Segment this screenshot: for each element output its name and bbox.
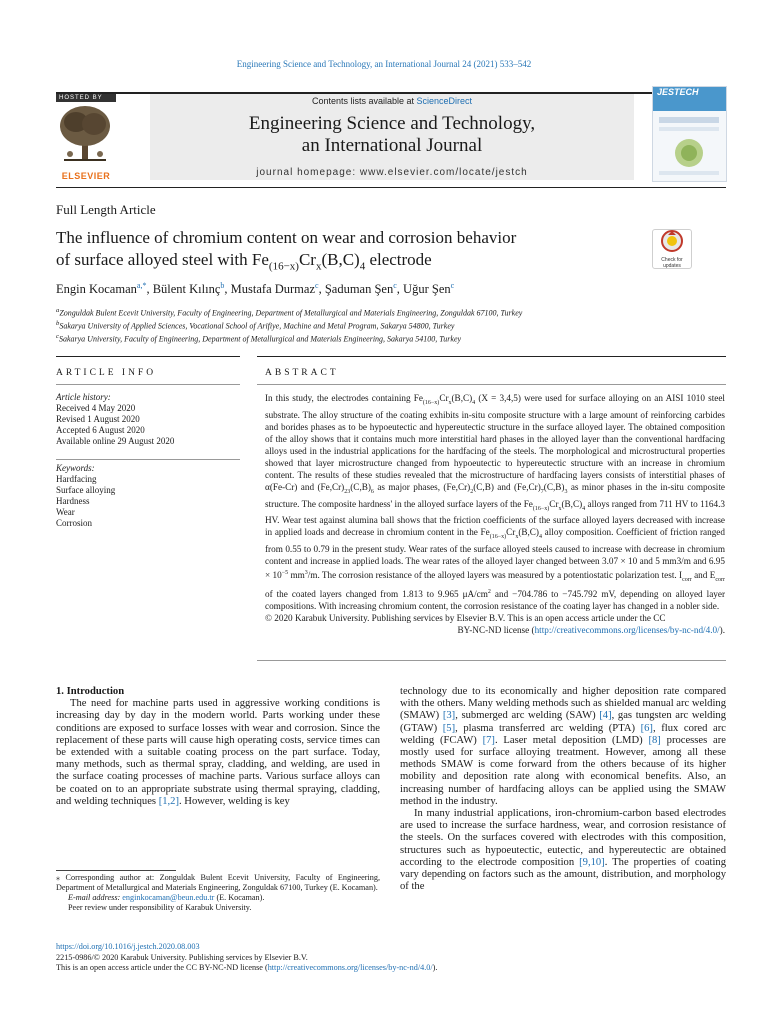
keyword-item: Surface alloying [56,485,116,495]
elsevier-tree-icon [56,102,114,164]
article-type: Full Length Article [56,202,156,217]
article-history [56,392,174,447]
bottom-matter [56,942,726,974]
abstract-text: mm [288,570,305,581]
open-access-line [56,963,726,974]
abstract-text: as major phases, (Fe,Cr) [373,481,471,492]
abstract-sub: x [515,534,519,541]
cover-title: JESTECH [653,87,726,111]
keyword-item: Corrosion [56,518,92,528]
oa-license-link[interactable]: http://creativecommons.org/licenses/by-nc-nd/4.0/ [267,963,433,972]
footnote [56,873,380,913]
author-name[interactable] [325,282,397,296]
author-name-text: Bülent Kılınç [152,282,221,297]
citation-link[interactable]: [3] [442,710,456,722]
abstract-sup: −5 [281,570,289,577]
affiliations [56,306,522,345]
abstract-text: and −704.786 to −745.792 mV, depending on alloyed layer compositions. With increasing chromium content, the corrosion resistance of the coating layer has changed in a nobler side. [265,589,725,612]
body-paragraph [400,686,726,808]
body-text: . However, welding is key [179,795,290,807]
title-line1: The influence of chromium content on wear and corrosion behavior [56,228,517,247]
abstract-text: (C,B) [350,481,371,492]
journal-name-line1: Engineering Science and Technology, [248,113,536,134]
keywords [56,463,115,529]
abstract-sub: x [448,399,452,406]
keyword-item: Hardness [56,496,90,506]
history-item: Revised 1 August 2020 [56,414,140,424]
body-text: The need for machine parts used in aggressive working conditions is increasing day by day in the modern world. Parts working under these conditions are exposed to surface losses with wear and corrosion. Since the replacement of these parts will cause high operating costs, service times can be extended with a suitable coating process on the part surface. Today, many methods, such as thermal spray, cladding, and welding, are used in the surface coating processes of machine parts. Various surface alloys can be coated on to an appropriate substrate using thermal spraying, cladding, and welding techniques [56,698,380,807]
cover-image-icon [653,111,726,181]
abstract-top-rule [257,356,726,357]
body-text: processes are mostly used for surface alloying treatment. However, among all these methods SMAW is come forward from the others because of its higher mobility and deposition rate along with economical benefits. Also, an increasing number of hardfacing alloys can be applied using the SMAW method in the industry. [400,734,726,807]
license-link[interactable]: http://creativecommons.org/licenses/by-nc-nd/4.0/ [534,625,720,636]
journal-name-line2: an International Journal [301,135,483,156]
author-name[interactable] [231,282,319,296]
abstract-text: (B,C) [561,498,583,509]
info-top-rule [56,356,240,357]
hosted-by-label: HOSTED BY [56,94,116,102]
affiliation-mark: a [56,307,60,314]
body-text: , submerged arc welding (SAW) [455,710,600,722]
journal-homepage[interactable]: journal homepage: www.elsevier.com/locate/jestch [256,167,528,178]
title-sub3: 4 [359,260,366,273]
body-paragraph [400,808,726,893]
oa-text: ). [432,963,438,972]
info-heading-rule [56,384,240,385]
citation-link[interactable]: [4] [599,710,612,722]
affiliation-mark: c [56,333,59,341]
abstract-text: (X = 3,4,5) were used for surface alloying on an AISI 1010 steel substrate. The alloy structure of the coating exhibits in-situ composite structure with a large amount of reinforcing carbides and borides phases as to be hypoeutectic and hypereutectic structure in the surface alloyed layer. The obtained composition of the alloy shows that it contains much more interstitial hard phases in the alloyed layer than the conventional hardfacing alloys used in the industrial applications for the hardfacing of the steels. The morphological and microstructural properties showed that layer microstructure changed from hypoeutectic to hypereutectic structure with an increase in chromium content. The results of these studies revealed that the microstructure of hardfacing layers consists of interstitial phases of α(Fe-Cr) and (Fe,Cr) [265,393,725,492]
author-name[interactable] [56,282,146,296]
abstract-sub: 2 [470,488,474,495]
abstract-sub: corr [682,577,692,584]
author-affiliation-mark[interactable]: c [450,281,455,290]
affiliation-line [56,306,522,319]
body-text: , plasma transferred arc welding (PTA) [455,722,641,734]
abstract-sub: 6 [370,488,374,495]
author-affiliation-mark[interactable]: c [315,281,319,290]
abstract-text: of the coated layers changed from 1.813 to 9.965 μA/cm [265,589,488,600]
affiliation-text: Zonguldak Bulent Ecevit University, Faculty of Engineering, Department of Metallurgical and Materials Engineering, Zonguldak 67100, Turkey [59,308,523,318]
keyword-item: Wear [56,507,75,517]
abstract-text: Cr [549,498,559,509]
article-title [56,227,646,277]
journal-name [150,113,634,157]
author-affiliation-mark[interactable]: b [220,281,225,290]
abstract-sub: (16−x) [489,534,507,541]
header-bottom-rule [56,187,726,188]
citation-link[interactable]: [6] [640,722,653,734]
abstract-license [265,624,725,636]
email-link[interactable]: enginkocaman@beun.edu.tr [122,893,215,902]
keywords-label: Keywords: [56,463,95,473]
check-updates-icon [659,230,685,252]
abstract-sub: x [558,505,562,512]
citation-link[interactable]: [9,10] [579,856,605,868]
sciencedirect-link[interactable]: ScienceDirect [416,96,473,106]
abstract-sup: 3 [304,570,308,577]
peer-review-note: Peer review under responsibility of Karabuk University. [68,903,252,912]
abstract-body [265,392,725,636]
section-heading: 1. Introduction [56,686,125,697]
abstract-sub: corr [715,577,725,584]
elsevier-wordmark: ELSEVIER [61,171,111,181]
journal-reference[interactable]: Engineering Science and Technology, an International Journal 24 (2021) 533–542 [236,59,532,69]
oa-text: This is an open access article under the CC BY-NC-ND license ( [56,963,268,972]
abstract-text: (B,C) [451,393,473,403]
abstract-sub: (16−x) [422,399,440,406]
affiliation-mark: b [56,320,60,328]
abstract-text: as minor phases in the in-situ composite structure. The composite hardness' in the alloyed surface layers of the Fe [265,481,725,509]
abstract-sup: 2 [487,589,491,596]
abstract-text: Cr [506,527,516,538]
email-post: (E. Kocaman). [214,893,265,902]
author-affiliation-mark[interactable]: c [393,281,397,290]
author-name-text: Şaduman Şen [324,282,394,297]
citation-link[interactable]: [1,2] [158,795,179,807]
affiliation-line [56,332,522,345]
footnote-rule [56,870,176,871]
abstract-text: (B,C) [518,527,539,538]
abstract-sub: 4 [538,534,542,541]
abstract-text: alloys ranged from 711 HV to 1164.3 HV. Wear test against alumina ball shows that the friction coefficients of the surface alloyed layers decreased with increase in applied loads and decrease in chromium content in the Fe [265,498,725,538]
citation-link[interactable]: [8] [648,734,661,746]
citation-link[interactable]: [7] [482,734,495,746]
abstract-text: (C,B) and (Fe,Cr) [473,481,541,492]
author-list: Engin Kocaman$^{a,*}$, Bülent Kılınç$^b$, Mustafa Durmaz$^c$, Şaduman Şen$^c$, Uğur Şen$^c$ [56,281,455,297]
affiliation-line [56,319,522,332]
body-text: , flux cored arc welding (FCAW) [400,722,726,746]
license-text: ). [719,625,725,636]
author-affiliation-mark[interactable]: a,* [136,281,147,290]
title-sub1: (16−x) [268,260,299,273]
abstract-sub: 4 [582,505,586,512]
article-info-heading: ARTICLE INFO [56,368,157,378]
abstract-text: Cr [439,393,449,403]
author-name[interactable] [153,282,225,296]
corresponding-author-note: ⁎ Corresponding author at: Zonguldak Bulent Ecevit University, Faculty of Engineering, Department of Metallurgical and Materials Engineering, Zonguldak 67100, Turkey (E. Kocaman). [56,873,380,892]
author-name-text: Engin Kocaman [56,282,137,297]
title-line2-pre: of surface alloyed steel with Fe [56,250,269,269]
abstract-sub: 4 [472,399,476,406]
email-line [56,893,380,903]
body-text: technology due to its economically and higher deposition rate compared with the others. Many welding methods such as shielded manual arc welding (SMAW) [400,686,726,722]
abstract-text: In this study, the electrodes containing Fe [265,393,423,403]
affiliation-text: Sakarya University of Applied Sciences, Vocational School of Arifiye, Machine and Metal Program, Sakarya 54800, Turkey [59,321,455,331]
abstract-sub: (16−x) [532,505,550,512]
title-mid2: (B,C) [321,250,360,269]
journal-cover[interactable] [652,86,727,182]
author-name-text: Uğur Şen [403,282,451,297]
body-text: , gas tungsten arc welding (GTAW) [400,710,726,734]
body-text: . The properties of coating vary depending on factors such as the amount, distribution, and morphology of the [400,856,727,893]
publisher-logo [56,94,116,180]
history-item: Received 4 May 2020 [56,403,136,413]
citation-link[interactable]: [5] [442,722,456,734]
contents-line [150,96,634,106]
history-item: Available online 29 August 2020 [56,436,175,446]
email-label: E-mail address: [68,893,123,902]
doi-link[interactable]: https://doi.org/10.1016/j.jestch.2020.08.003 [56,942,200,951]
abstract-bottom-rule [257,660,726,661]
abstract-text: and E [691,570,716,581]
contents-prefix: Contents lists available at [311,96,417,106]
author-name[interactable] [403,282,454,296]
title-sub2: x [315,260,322,273]
abstract-copyright: © 2020 Karabuk University. Publishing services by Elsevier B.V. This is an open access article under the CC [265,613,666,624]
issn-line: 2215-0986/© 2020 Karabuk University. Publishing services by Elsevier B.V. [56,952,308,962]
abstract-text: alloy composition. Coefficient of friction ranged from 0.55 to 0.79 in the present study. Wear rates of the surface alloyed steels caused to increase with decrease in chromium content and increase in applied loads. The wear rates of the alloyed layer changed between 3.07 × 10 and 5 mm3/m and 6.95 × 10 [265,527,725,581]
body-right-column [400,686,726,893]
history-item: Accepted 6 August 2020 [56,425,145,435]
check-for-updates-button[interactable] [652,229,692,269]
affiliation-text: Sakarya University, Faculty of Engineering, Department of Metallurgical and Materials Engineering, Sakarya 54100, Turkey [58,334,462,344]
keywords-rule [56,459,240,460]
abstract-text: /m. The corrosion resistance of the alloyed layers was measured by a potentiostatic polarization test. I [307,570,683,581]
title-post: electrode [365,250,432,269]
body-paragraph [56,698,380,808]
abstract-heading-rule [257,384,726,385]
body-text: . Laser metal deposition (LMD) [494,734,649,746]
check-updates-label: Check for updates [661,257,683,269]
history-label: Article history: [56,392,111,402]
author-name-text: Mustafa Durmaz [230,282,316,297]
title-mid1: Cr [298,250,316,269]
body-left-column [56,686,380,808]
abstract-sub: 23 [344,488,351,495]
body-text: In many industrial applications, iron-chromium-carbon based electrodes are used to increase the surface hardness, wear, and corrosion resistance of the steels. On the surfaces covered with electrodes with this composition, structures such as hypoeutectic, eutectic, and hypereutectic are obtained according to the electrode composition [400,808,726,868]
abstract-sub: 3 [564,488,568,495]
abstract-heading: ABSTRACT [265,368,339,378]
journal-header [150,94,634,180]
abstract-sub: 7 [540,488,544,495]
keyword-item: Hardfacing [56,474,97,484]
abstract-text: (C,B) [543,481,565,492]
license-text: BY-NC-ND license ( [457,625,535,636]
